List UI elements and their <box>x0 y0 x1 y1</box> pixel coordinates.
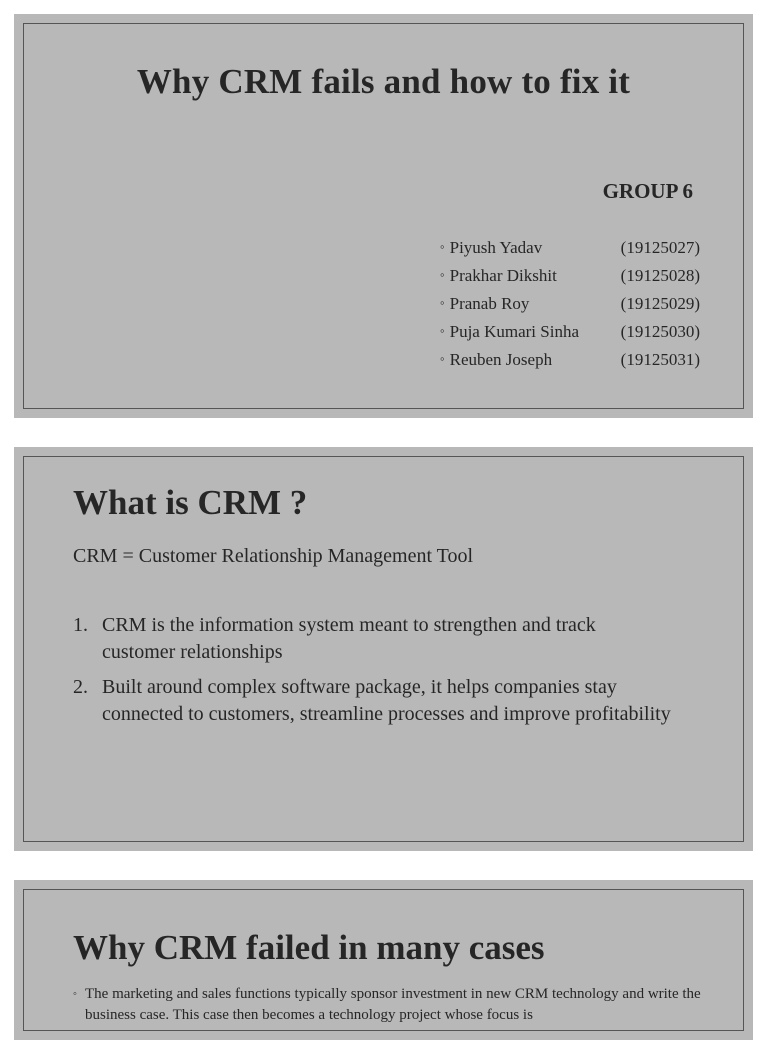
slide-1-frame <box>23 23 744 409</box>
failure-reasons-list <box>73 984 703 1026</box>
member-name: ◦ Reuben Joseph <box>440 346 552 374</box>
group-label: GROUP 6 <box>602 179 693 203</box>
slide-1-title: Why CRM fails and how to fix it <box>136 62 631 101</box>
member-id: (19125030) <box>620 322 700 341</box>
list-item <box>73 984 703 1026</box>
crm-definition: CRM = Customer Relationship Management Tool <box>73 545 474 567</box>
slide-3-title: Why CRM failed in many cases <box>73 928 545 967</box>
member-id: (19125031) <box>620 350 700 369</box>
list-number: 2. <box>73 676 88 698</box>
member-id: (19125027) <box>620 238 700 257</box>
member-name: ◦ Prakhar Dikshit <box>440 262 557 290</box>
slide-2 <box>14 447 753 851</box>
list-number: 1. <box>73 614 88 636</box>
member-list <box>440 234 700 374</box>
list-text: The marketing and sales functions typically sponsor investment in new CRM technology and write the business case. This case then becomes a technology project whose focus is <box>85 986 701 1023</box>
list-item <box>73 674 673 728</box>
slide-2-frame <box>23 456 744 842</box>
list-item <box>73 612 673 666</box>
list-text: CRM is the information system meant to strengthen and track customer relationships <box>102 614 596 663</box>
member-row <box>440 262 700 290</box>
member-id: (19125028) <box>620 266 700 285</box>
member-id: (19125029) <box>620 294 700 313</box>
member-name: ◦ Puja Kumari Sinha <box>440 318 579 346</box>
member-row <box>440 234 700 262</box>
member-row <box>440 290 700 318</box>
member-name: ◦ Pranab Roy <box>440 290 529 318</box>
member-row <box>440 318 700 346</box>
member-name: ◦ Piyush Yadav <box>440 234 542 262</box>
slide-3 <box>14 880 753 1040</box>
slide-3-frame <box>23 889 744 1031</box>
bullet-icon: ◦ <box>73 988 77 1000</box>
slide-1 <box>14 14 753 418</box>
member-row <box>440 346 700 374</box>
crm-points-list <box>73 612 673 736</box>
list-text: Built around complex software package, it helps companies stay connected to customers, streamline processes and improve profitability <box>102 676 671 725</box>
slide-2-title: What is CRM ? <box>73 483 308 522</box>
